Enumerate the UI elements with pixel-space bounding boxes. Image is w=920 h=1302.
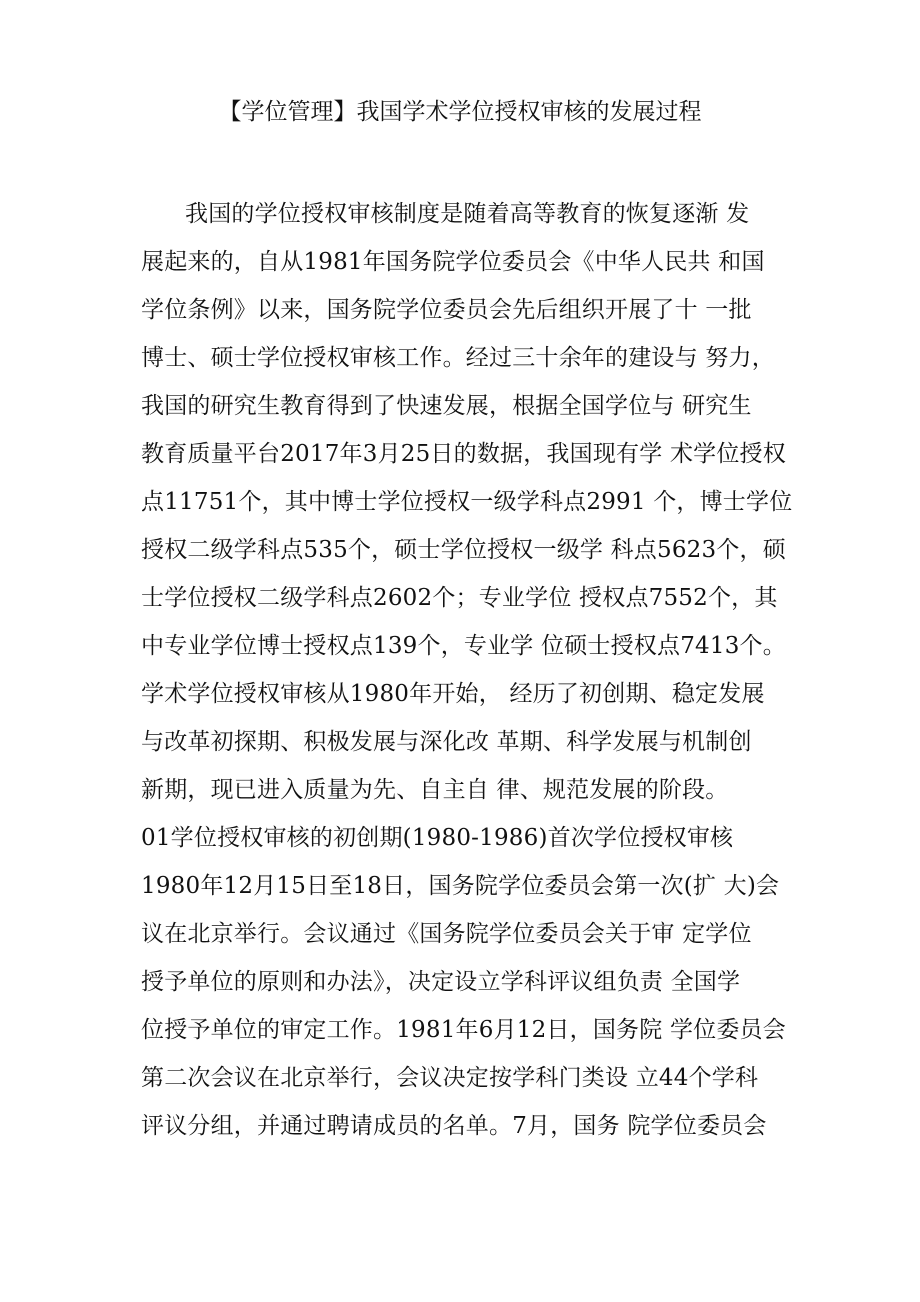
paragraph-line-8: 授权二级学科点535个，硕士学位授权一级学 科点5623个，硕 xyxy=(141,537,786,563)
paragraph-line-7: 点11751个，其中博士学位授权一级学科点2991 个，博士学位 xyxy=(141,489,793,515)
document-title: 【学位管理】我国学术学位授权审核的发展过程 xyxy=(218,99,702,125)
paragraph-line-9: 士学位授权二级学科点2602个；专业学位 授权点7552个，其 xyxy=(141,585,778,611)
paragraph-line-19: 第二次会议在北京举行，会议决定按学科门类设 立44个学科 xyxy=(141,1065,759,1091)
paragraph-line-3: 学位条例》以来，国务院学位委员会先后组织开展了十 一批 xyxy=(141,297,752,323)
paragraph-line-15: 1980年12月15日至18日，国务院学位委员会第一次(扩 大)会 xyxy=(141,873,780,899)
paragraph-line-2: 展起来的，自从1981年国务院学位委员会《中华人民共 和国 xyxy=(141,249,765,275)
paragraph-line-13: 新期，现已进入质量为先、自主自 律、规范发展的阶段。 xyxy=(141,777,729,803)
paragraph-line-10: 中专业学位博士授权点139个，专业学 位硕士授权点7413个。 xyxy=(141,633,786,659)
document-body xyxy=(141,190,811,1150)
paragraph-line-17: 授予单位的原则和办法》，决定设立学科评议组负责 全国学 xyxy=(141,969,741,995)
paragraph-line-12: 与改革初探期、积极发展与深化改 革期、科学发展与机制创 xyxy=(141,729,752,755)
paragraph-line-5: 我国的研究生教育得到了快速发展，根据全国学位与 研究生 xyxy=(141,393,752,419)
paragraph-line-11: 学术学位授权审核从1980年开始， 经历了初创期、稳定发展 xyxy=(141,681,765,707)
section-heading-line: 01学位授权审核的初创期(1980-1986)首次学位授权审核 xyxy=(141,825,734,851)
paragraph-line-20: 评议分组，并通过聘请成员的名单。7月，国务 院学位委员会 xyxy=(141,1113,767,1139)
paragraph-line-4: 博士、硕士学位授权审核工作。经过三十余年的建设与 努力， xyxy=(141,345,775,371)
paragraph-line-18: 位授予单位的审定工作。1981年6月12日，国务院 学位委员会 xyxy=(141,1017,786,1043)
paragraph-line-6: 教育质量平台2017年3月25日的数据，我国现有学 术学位授权 xyxy=(141,441,786,467)
paragraph-line-16: 议在北京举行。会议通过《国务院学位委员会关于审 定学位 xyxy=(141,921,752,947)
paragraph-line-1: 我国的学位授权审核制度是随着高等教育的恢复逐渐 发 xyxy=(185,201,750,227)
